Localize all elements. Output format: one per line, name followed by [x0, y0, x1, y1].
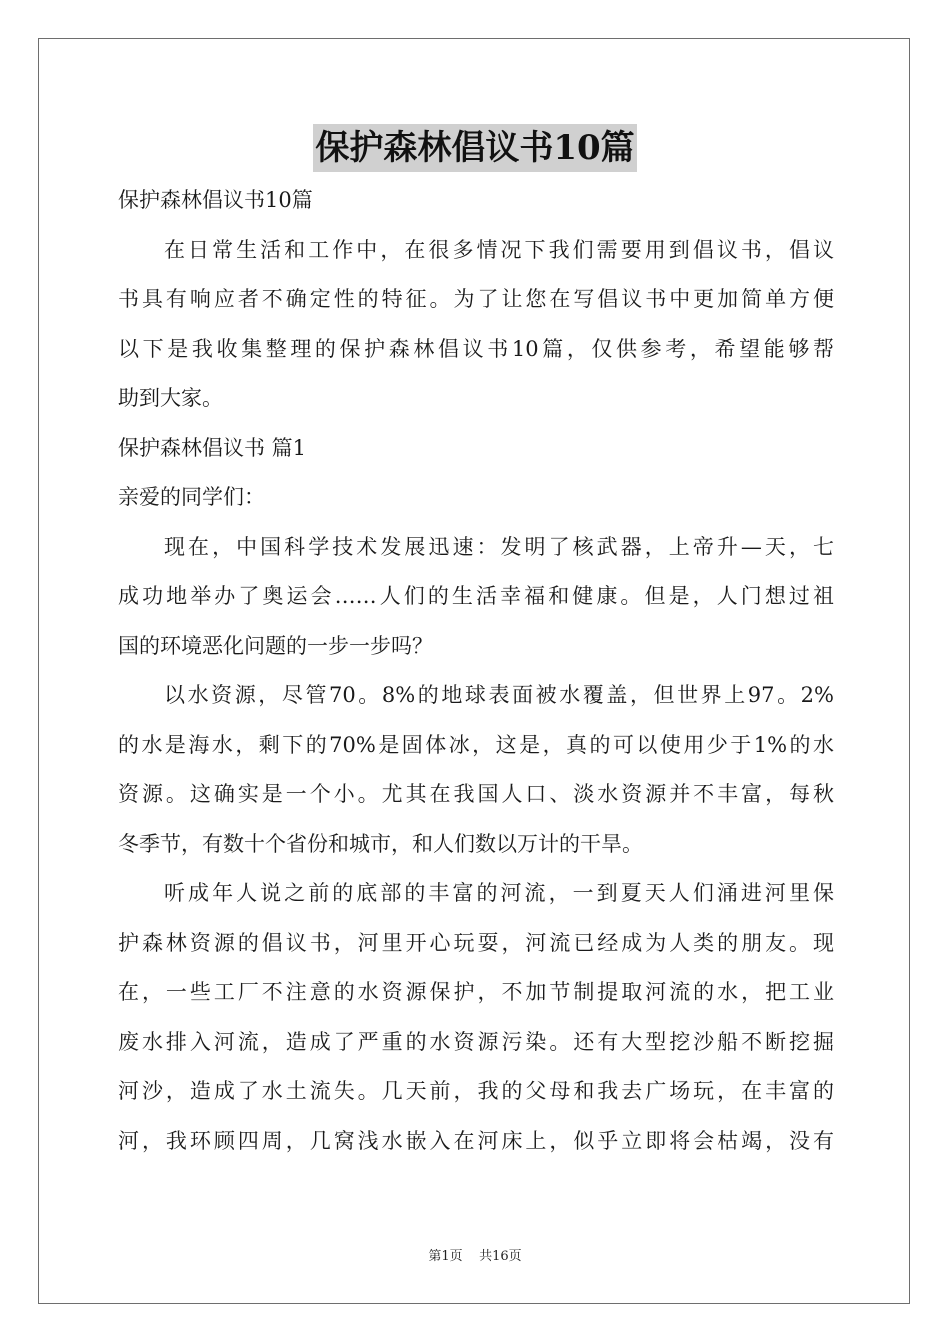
page-total: 共16页 — [479, 1249, 522, 1264]
text-line: 的水是海水，剩下的70%是固体冰，这是，真的可以使用少于1%的水 — [118, 732, 834, 757]
text-line: 河沙，造成了水土流失。几天前，我的父母和我去广场玩，在丰富的 — [118, 1079, 834, 1103]
text-line: 亲爱的同学们： — [118, 485, 265, 509]
page-number: 第1页 — [428, 1249, 463, 1264]
text-line: 护森林资源的倡议书，河里开心玩耍，河流已经成为人类的朋友。现 — [118, 930, 834, 955]
document-title: 保护森林倡议书10篇 — [313, 124, 636, 172]
text-line: 废水排入河流，造成了严重的水资源污染。还有大型挖沙船不断挖掘 — [118, 1029, 834, 1054]
text-line: 河，我环顾四周，几窝浅水嵌入在河床上，似乎立即将会枯竭，没有 — [118, 1128, 834, 1153]
text-line: 在日常生活和工作中，在很多情况下我们需要用到倡议书，倡议 — [164, 237, 834, 262]
text-line: 成功地举办了奥运会……人们的生活幸福和健康。但是，人门想过祖 — [118, 584, 834, 608]
text-line: 保护森林倡议书10篇 — [118, 188, 313, 212]
text-line: 助到大家。 — [118, 386, 223, 410]
text-line: 现在，中国科学技术发展迅速：发明了核武器，上帝升—天，七 — [164, 534, 834, 559]
text-line: 以水资源，尽管70。8%的地球表面被水覆盖，但世界上97。2% — [164, 683, 834, 707]
text-line: 保护森林倡议书 篇1 — [118, 435, 307, 460]
text-line: 听成年人说之前的底部的丰富的河流，一到夏天人们涌进河里保 — [164, 881, 834, 905]
text-line: 资源。这确实是一个小。尤其在我国人口、淡水资源并不丰富，每秋 — [118, 782, 834, 806]
text-line: 书具有响应者不确定性的特征。为了让您在写倡议书中更加简单方便 — [118, 287, 834, 311]
document-body — [118, 176, 834, 1166]
text-line: 在，一些工厂不注意的水资源保护，不加节制提取河流的水，把工业 — [118, 980, 834, 1004]
text-line: 以下是我收集整理的保护森林倡议书10篇，仅供参考，希望能够帮 — [118, 336, 834, 361]
page-footer — [0, 1245, 950, 1264]
title-container — [0, 124, 950, 172]
text-line: 冬季节，有数十个省份和城市，和人们数以万计的干旱。 — [118, 831, 643, 856]
text-line: 国的环境恶化问题的一步一步吗？ — [118, 633, 433, 658]
